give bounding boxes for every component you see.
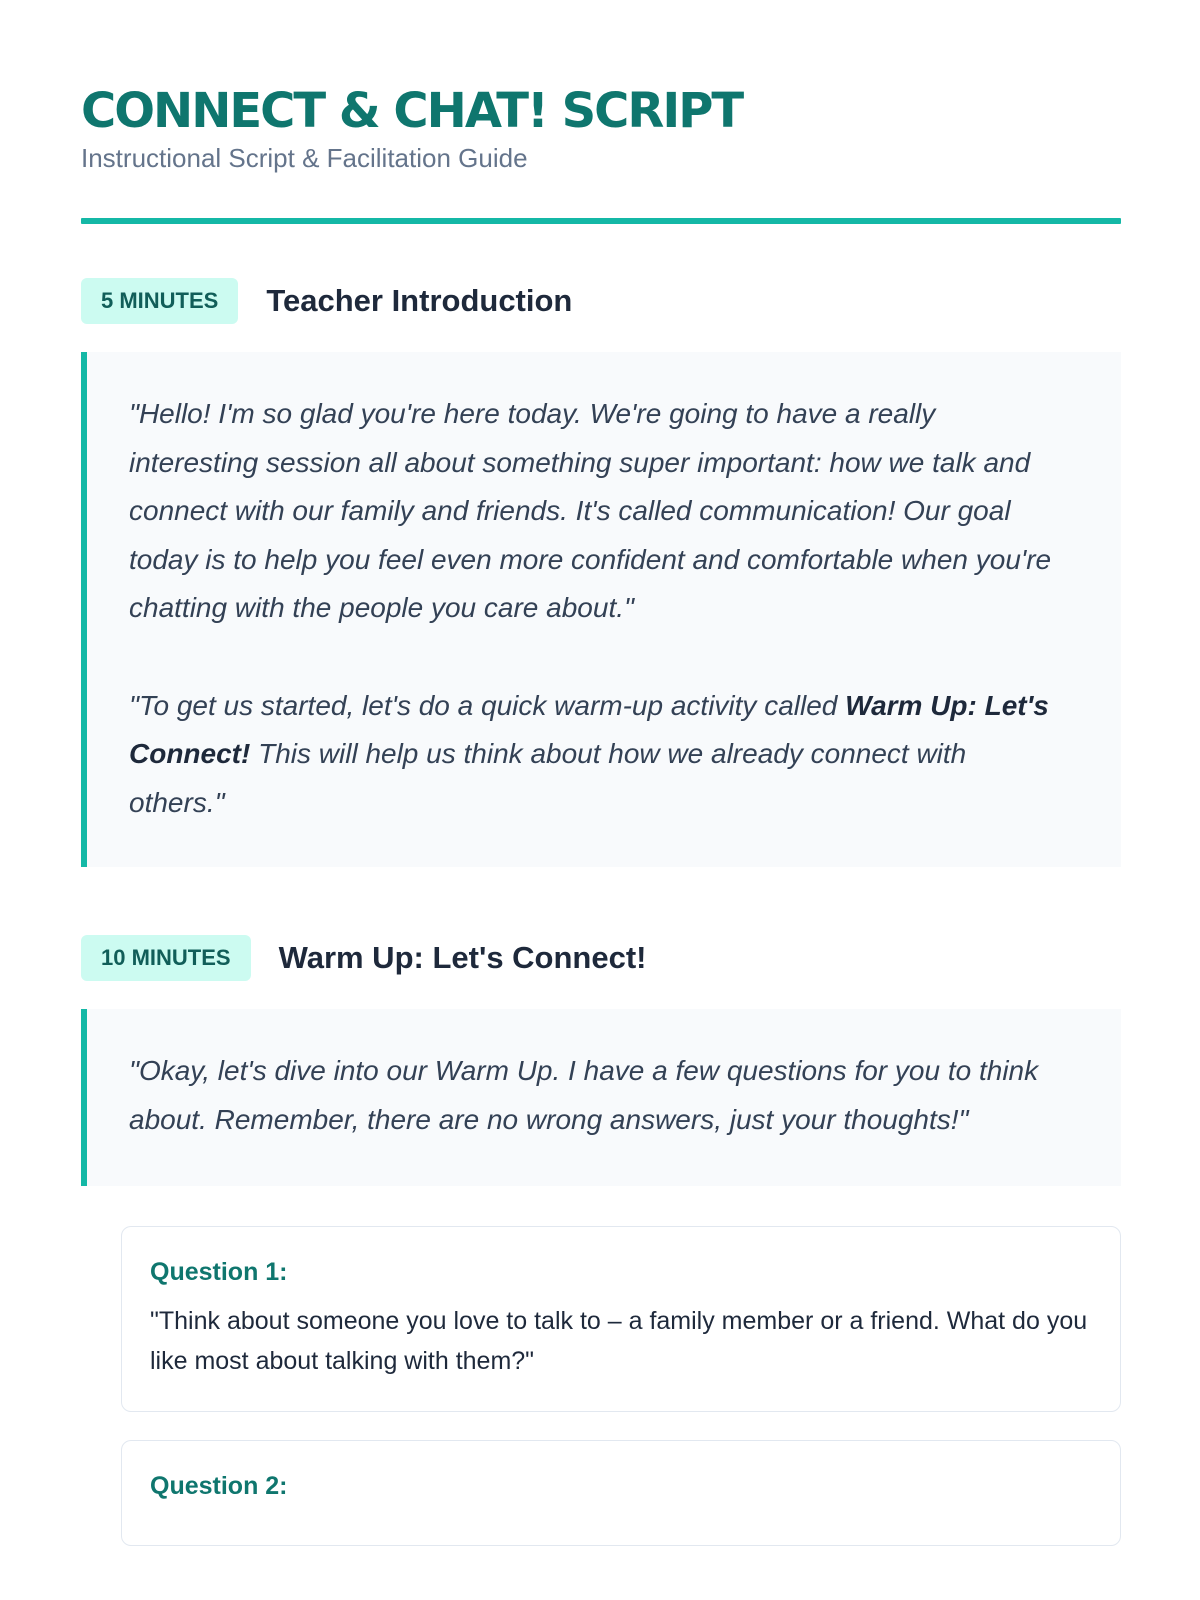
time-badge: 5 MINUTES — [81, 278, 238, 324]
script-paragraph — [129, 682, 1065, 828]
script-paragraph: "Okay, let's dive into our Warm Up. I have a few questions for you to think about. Remember, there are no wrong answers, just your thoughts!" — [129, 1055, 1039, 1135]
page-title: CONNECT & CHAT! SCRIPT — [81, 83, 743, 139]
script-page — [81, 0, 1121, 1600]
time-badge: 10 MINUTES — [81, 935, 251, 981]
question-label: Question 1: — [150, 1258, 288, 1286]
question-label: Question 2: — [150, 1472, 288, 1500]
teacher-script-block — [81, 352, 1121, 867]
warm-up-script-block — [81, 1009, 1121, 1186]
section-header-warm-up — [81, 935, 1121, 981]
script-text: This will help us think about how we already connect with others." — [129, 738, 967, 818]
activity-name-emphasis: Warm Up: Let's Connect! — [129, 689, 1049, 769]
question-text: "Think about someone you love to talk to – a family member or a friend. What do you like most about talking with them?" — [150, 1307, 1088, 1375]
section-title: Teacher Introduction — [266, 283, 573, 318]
section-title: Warm Up: Let's Connect! — [278, 940, 647, 975]
section-header-teacher-introduction — [81, 278, 1121, 324]
header-divider — [81, 218, 1121, 224]
script-text: "To get us started, let's do a quick warm-up activity called — [129, 689, 846, 721]
page-subtitle: Instructional Script & Facilitation Guide — [81, 143, 528, 173]
question-card — [121, 1440, 1121, 1546]
script-paragraph: "Hello! I'm so glad you're here today. We're going to have a really interesting session all about something super important: how we talk and connect with our family and friends. It's called communication! Our goal today is to help you feel even more confident and comfortable when you're chatting with the people you care about." — [129, 398, 1052, 623]
question-card — [121, 1226, 1121, 1412]
